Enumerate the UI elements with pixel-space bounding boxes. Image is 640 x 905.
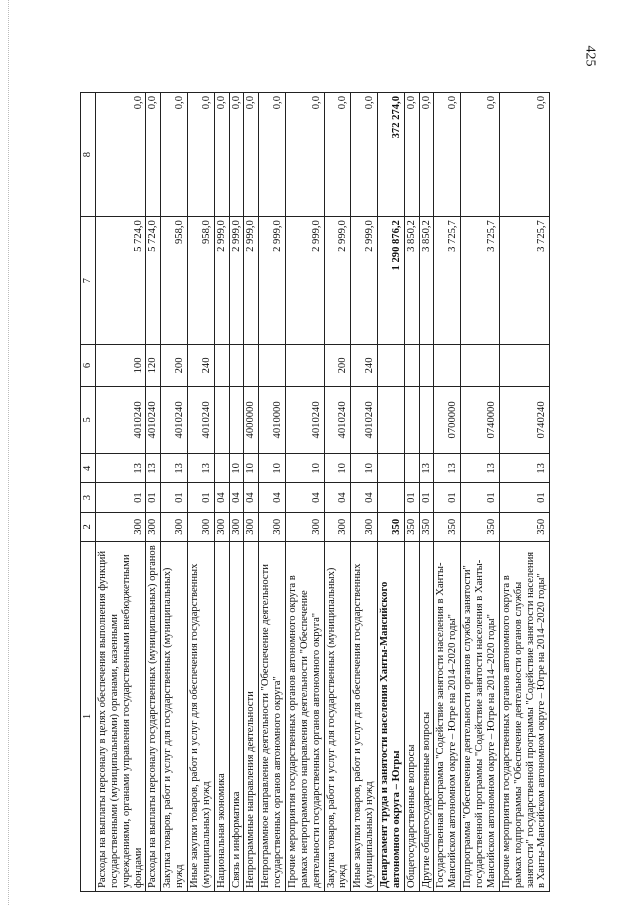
cell-c2: 300 [161,512,188,541]
cell-c7: 3 850,2 [419,217,434,345]
cell-c3: 01 [419,483,434,512]
table-row [461,93,500,892]
cell-c2: 300 [146,512,161,541]
cell-c2: 350 [434,512,461,541]
cell-c6 [378,345,405,386]
table-row [96,93,146,892]
budget-table [80,92,550,892]
cell-c3: 04 [351,483,378,512]
cell-c8: 0,0 [434,93,461,217]
cell-c5 [404,386,419,454]
header-cell-1: 1 [81,541,96,891]
table-row [188,93,215,892]
cell-c8: 0,0 [146,93,161,217]
cell-c4 [378,454,405,483]
cell-c7: 2 999,0 [324,217,351,345]
cell-c6 [286,345,325,386]
header-cell-8: 8 [81,93,96,217]
cell-c7: 3 725,7 [461,217,500,345]
cell-c2: 300 [96,512,146,541]
cell-c4: 13 [96,454,146,483]
cell-c8: 0,0 [229,93,244,217]
table-row [229,93,244,892]
cell-c2: 300 [214,512,229,541]
cell-c8: 0,0 [351,93,378,217]
header-cell-2: 2 [81,512,96,541]
cell-c8: 0,0 [324,93,351,217]
table-row [214,93,229,892]
cell-c2: 300 [229,512,244,541]
cell-c5: 0700000 [434,386,461,454]
row-name-cell: Прочие мероприятия государственных органов автономного округа в рамках подпрограммы "Обеспечение деятельности органов службы занятости" государственной программы "Содействие занятости населения в Ханты-Мансийском автономном округе – Югре на 2014–2020 годы" [499,541,549,891]
cell-c6 [229,345,244,386]
cell-c6 [259,345,286,386]
cell-c6 [434,345,461,386]
cell-c4: 13 [188,454,215,483]
cell-c7: 2 999,0 [286,217,325,345]
header-cell-5: 5 [81,386,96,454]
cell-c4: 13 [161,454,188,483]
cell-c8: 0,0 [461,93,500,217]
cell-c8: 0,0 [419,93,434,217]
cell-c4: 13 [499,454,549,483]
cell-c8: 0,0 [286,93,325,217]
cell-c8: 0,0 [96,93,146,217]
cell-c5: 4010240 [146,386,161,454]
cell-c5: 4010000 [259,386,286,454]
row-name-cell: Непрограммное направление деятельности "Обеспечение деятельности государственных органов автономного округа" [259,541,286,891]
cell-c7: 958,0 [161,217,188,345]
cell-c6: 240 [351,345,378,386]
cell-c6 [214,345,229,386]
row-name-cell: Общегосударственные вопросы [404,541,419,891]
row-name-cell: Закупка товаров, работ и услуг для государственных (муниципальных) нужд [161,541,188,891]
cell-c4: 13 [419,454,434,483]
table-row [419,93,434,892]
cell-c3: 01 [499,483,549,512]
cell-c6: 240 [188,345,215,386]
cell-c2: 300 [188,512,215,541]
cell-c7: 3 725,7 [499,217,549,345]
cell-c7: 2 999,0 [214,217,229,345]
cell-c8: 0,0 [214,93,229,217]
cell-c6 [404,345,419,386]
cell-c4: 13 [461,454,500,483]
cell-c6 [499,345,549,386]
row-name-cell: Непрограммные направления деятельности [244,541,259,891]
cell-c2: 350 [404,512,419,541]
cell-c8: 0,0 [244,93,259,217]
cell-c2: 300 [286,512,325,541]
cell-c7: 5 724,0 [96,217,146,345]
cell-c2: 350 [419,512,434,541]
header-cell-7: 7 [81,217,96,345]
cell-c5: 4010240 [161,386,188,454]
cell-c5 [229,386,244,454]
row-name-cell: Иные закупки товаров, работ и услуг для обеспечения государственных (муниципальных) нужд [188,541,215,891]
cell-c8: 0,0 [188,93,215,217]
row-name-cell: Закупка товаров, работ и услуг для государственных (муниципальных) нужд [324,541,351,891]
row-name-cell: Иные закупки товаров, работ и услуг для обеспечения государственных (муниципальных) нужд [351,541,378,891]
cell-c3: 01 [461,483,500,512]
row-name-cell: Расходы на выплаты персоналу в целях обеспечения выполнения функций государственными (муниципальными) органами, казенными учреждениями, органами управления государственными внебюджетными фондами [96,541,146,891]
cell-c4: 10 [351,454,378,483]
table-row [378,93,405,892]
cell-c3: 04 [259,483,286,512]
table-body [96,93,550,892]
cell-c3: 04 [286,483,325,512]
cell-c3: 04 [229,483,244,512]
cell-c8: 0,0 [499,93,549,217]
cell-c7: 3 850,2 [404,217,419,345]
table-row [351,93,378,892]
cell-c7: 1 290 876,2 [378,217,405,345]
page-number: 425 [582,45,598,67]
cell-c4 [214,454,229,483]
table-row [161,93,188,892]
cell-c3 [378,483,405,512]
cell-c5 [419,386,434,454]
table-row [146,93,161,892]
table-row [434,93,461,892]
table-header-row [81,93,96,892]
cell-c5: 4010240 [188,386,215,454]
cell-c3: 01 [161,483,188,512]
cell-c3: 01 [96,483,146,512]
cell-c5: 4010240 [351,386,378,454]
cell-c6 [461,345,500,386]
cell-c4: 10 [244,454,259,483]
cell-c6: 200 [161,345,188,386]
cell-c5 [214,386,229,454]
row-name-cell: Другие общегосударственные вопросы [419,541,434,891]
row-name-cell: Подпрограмма "Обеспечение деятельности органов службы занятости" государственной программы "Содействие занятости населения в Ханты-Мансийском автономном округе – Югре на 2014–2020 годы" [461,541,500,891]
cell-c8: 0,0 [161,93,188,217]
cell-c2: 300 [324,512,351,541]
cell-c4: 13 [434,454,461,483]
cell-c6 [244,345,259,386]
scan-edge [8,0,9,905]
table-row [324,93,351,892]
cell-c4: 10 [286,454,325,483]
rotated-page [80,92,560,892]
cell-c3: 01 [404,483,419,512]
cell-c2: 300 [351,512,378,541]
cell-c7: 2 999,0 [259,217,286,345]
cell-c7: 2 999,0 [229,217,244,345]
cell-c6: 200 [324,345,351,386]
cell-c4: 10 [229,454,244,483]
table-row [404,93,419,892]
cell-c7: 5 724,0 [146,217,161,345]
cell-c2: 350 [378,512,405,541]
cell-c2: 300 [244,512,259,541]
row-name-cell: Прочие мероприятия государственных органов автономного округа в рамках непрограммного направления деятельности "Обеспечение деятельности государственных органов автономного округа" [286,541,325,891]
cell-c5: 4010240 [96,386,146,454]
cell-c6 [419,345,434,386]
cell-c5: 0740240 [499,386,549,454]
row-name-cell: Национальная экономика [214,541,229,891]
cell-c3: 04 [244,483,259,512]
cell-c2: 350 [461,512,500,541]
table-row [259,93,286,892]
cell-c3: 01 [146,483,161,512]
cell-c4: 10 [259,454,286,483]
cell-c5: 4010240 [324,386,351,454]
cell-c2: 300 [259,512,286,541]
cell-c7: 958,0 [188,217,215,345]
row-name-cell: Расходы на выплаты персоналу государственных (муниципальных) органов [146,541,161,891]
cell-c3: 04 [324,483,351,512]
table-row [244,93,259,892]
cell-c7: 2 999,0 [351,217,378,345]
cell-c4: 10 [324,454,351,483]
cell-c7: 2 999,0 [244,217,259,345]
header-cell-4: 4 [81,454,96,483]
cell-c6: 120 [146,345,161,386]
cell-c2: 350 [499,512,549,541]
cell-c8: 0,0 [404,93,419,217]
cell-c5: 4010240 [286,386,325,454]
header-cell-6: 6 [81,345,96,386]
cell-c8: 0,0 [259,93,286,217]
table-row [499,93,549,892]
cell-c5: 0740000 [461,386,500,454]
row-name-cell: Департамент труда и занятости населения Ханты-Мансийского автономного округа – Югры [378,541,405,891]
cell-c4 [404,454,419,483]
cell-c3: 01 [434,483,461,512]
cell-c5: 4000000 [244,386,259,454]
row-name-cell: Государственная программа "Содействие занятости населения в Ханты-Мансийском автономном округе – Югре на 2014–2020 годы" [434,541,461,891]
cell-c3: 04 [214,483,229,512]
cell-c3: 01 [188,483,215,512]
table-row [286,93,325,892]
header-cell-3: 3 [81,483,96,512]
cell-c4: 13 [146,454,161,483]
cell-c5 [378,386,405,454]
cell-c7: 3 725,7 [434,217,461,345]
cell-c6: 100 [96,345,146,386]
cell-c8: 372 274,0 [378,93,405,217]
row-name-cell: Связь и информатика [229,541,244,891]
